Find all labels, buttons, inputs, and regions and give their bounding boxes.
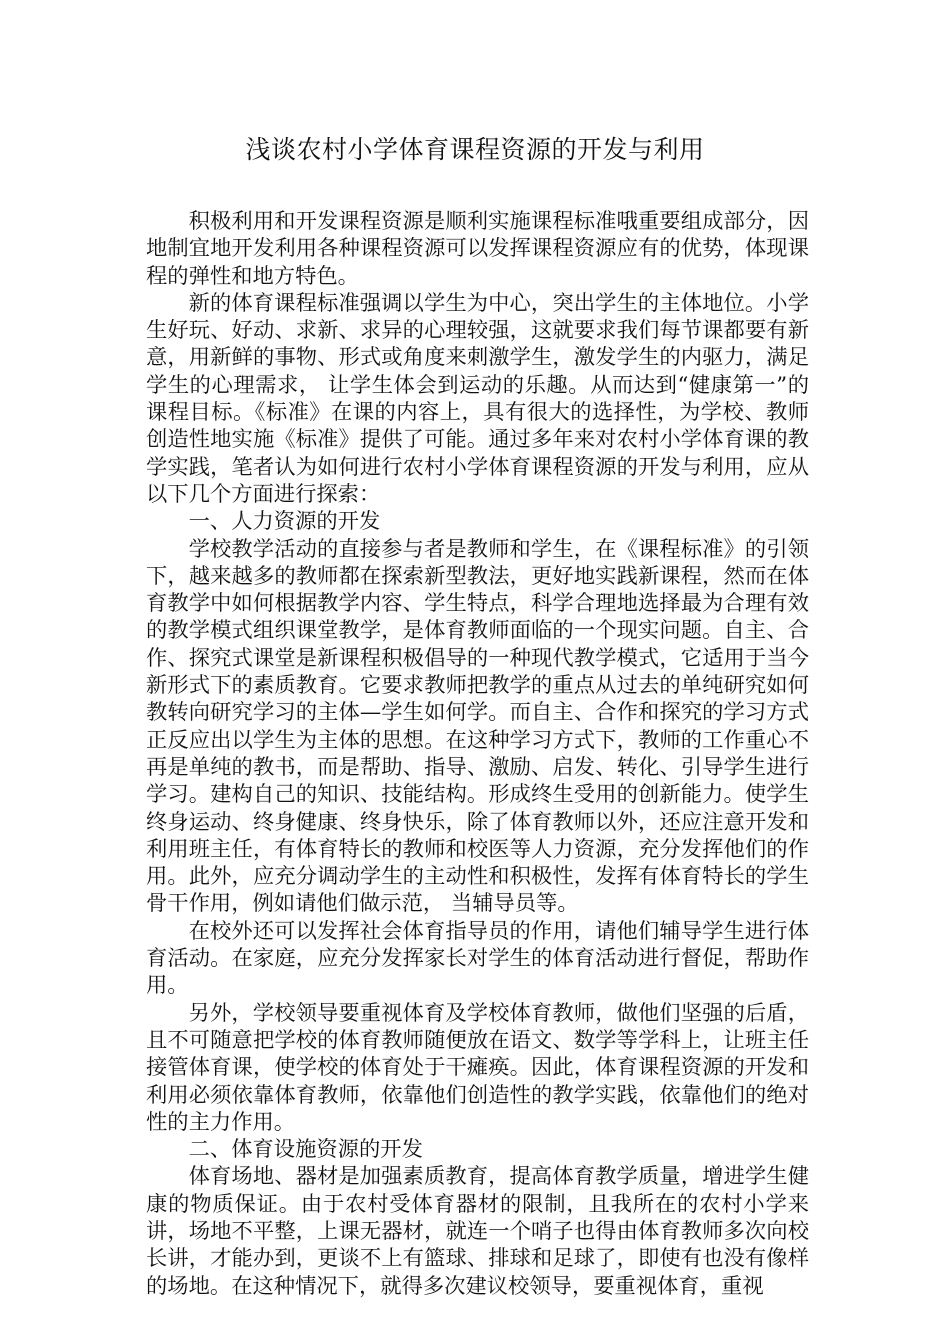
- document-title: 浅谈农村小学体育课程资源的开发与利用: [245, 135, 705, 164]
- paragraph-school-leaders: 另外，学校领导要重视体育及学校体育教师，做他们坚强的后盾，且不可随意把学校的体育教师随便放在语文、数学等学科上，让班主任接管体育课，使学校的体育处于干瘫痪。因此，体育课程资源的开发和利用必须依靠体育教师，依靠他们创造性的教学实践，依靠他们的绝对性的主力作用。: [146, 1000, 809, 1135]
- paragraph-intro: 积极利用和开发课程资源是顺利实施课程标准哦重要组成部分，因地制宜地开发利用各种课程资源可以发挥课程资源应有的优势，体现课程的弹性和地方特色。: [146, 209, 809, 289]
- paragraph-outside-school: 在校外还可以发挥社会体育指导员的作用，请他们辅导学生进行体育活动。在家庭，应充分发挥家长对学生的体育活动进行督促，帮助作用。: [146, 918, 809, 999]
- section-heading-facilities: 二、体育设施资源的开发: [188, 1137, 423, 1163]
- paragraph-human-resources: 学校教学活动的直接参与者是教师和学生，在《课程标准》的引领下，越来越多的教师都在探索新型教法，更好地实践新课程，然而在体育教学中如何根据教学内容、学生特点，科学合理地选择最为合理有效的教学模式组织课堂教学，是体育教师面临的一个现实问题。自主、合作、探究式课堂是新课程积极倡导的一种现代教学模式，它适用于当今新形式下的素质教育。它要求教师把教学的重点从过去的单纯研究如何教转向研究学习的主体—学生如何学。而自主、合作和探究的学习方式正反应出以学生为主体的思想。在这种学习方式下，教师的工作重心不再是单纯的教书，而是帮助、指导、激励、启发、转化、引导学生进行学习。建构自己的知识、技能结构。形成终生受用的创新能力。使学生终身运动、终身健康、终身快乐，除了体育教师以外，还应注意开发和利用班主任，有体育特长的教师和校医等人力资源，充分发挥他们的作用。此外，应充分调动学生的主动性和积极性，发挥有体育特长的学生骨干作用，例如请他们做示范， 当辅导员等。: [146, 536, 809, 917]
- section-heading-human-resources: 一、人力资源的开发: [188, 509, 381, 535]
- paragraph-curriculum-standard: 新的体育课程标准强调以学生为中心，突出学生的主体地位。小学生好玩、好动、求新、求异的心理较强，这就要求我们每节课都要有新意，用新鲜的事物、形式或角度来刺激学生，激发学生的内驱力，满足学生的心理需求， 让学生体会到运动的乐趣。从而达到“健康第一”的课程目标。《标准》在课的内容上，具有很大的选择性，为学校、教师创造性地实施《标准》提供了可能。通过多年来对农村小学体育课的教学实践，笔者认为如何进行农村小学体育课程资源的开发与利用，应从以下几个方面进行探索：: [146, 290, 809, 507]
- paragraph-facilities: 体育场地、器材是加强素质教育，提高体育教学质量，增进学生健康的物质保证。由于农村受体育器材的限制，且我所在的农村小学来讲，场地不平整，上课无器材，就连一个哨子也得由体育教师多次向校长讲，才能办到，更谈不上有篮球、排球和足球了，即使有也没有像样的场地。在这种情况下，就得多次建议校领导，要重视体育，重视: [146, 1164, 809, 1299]
- document-body: [146, 208, 809, 1300]
